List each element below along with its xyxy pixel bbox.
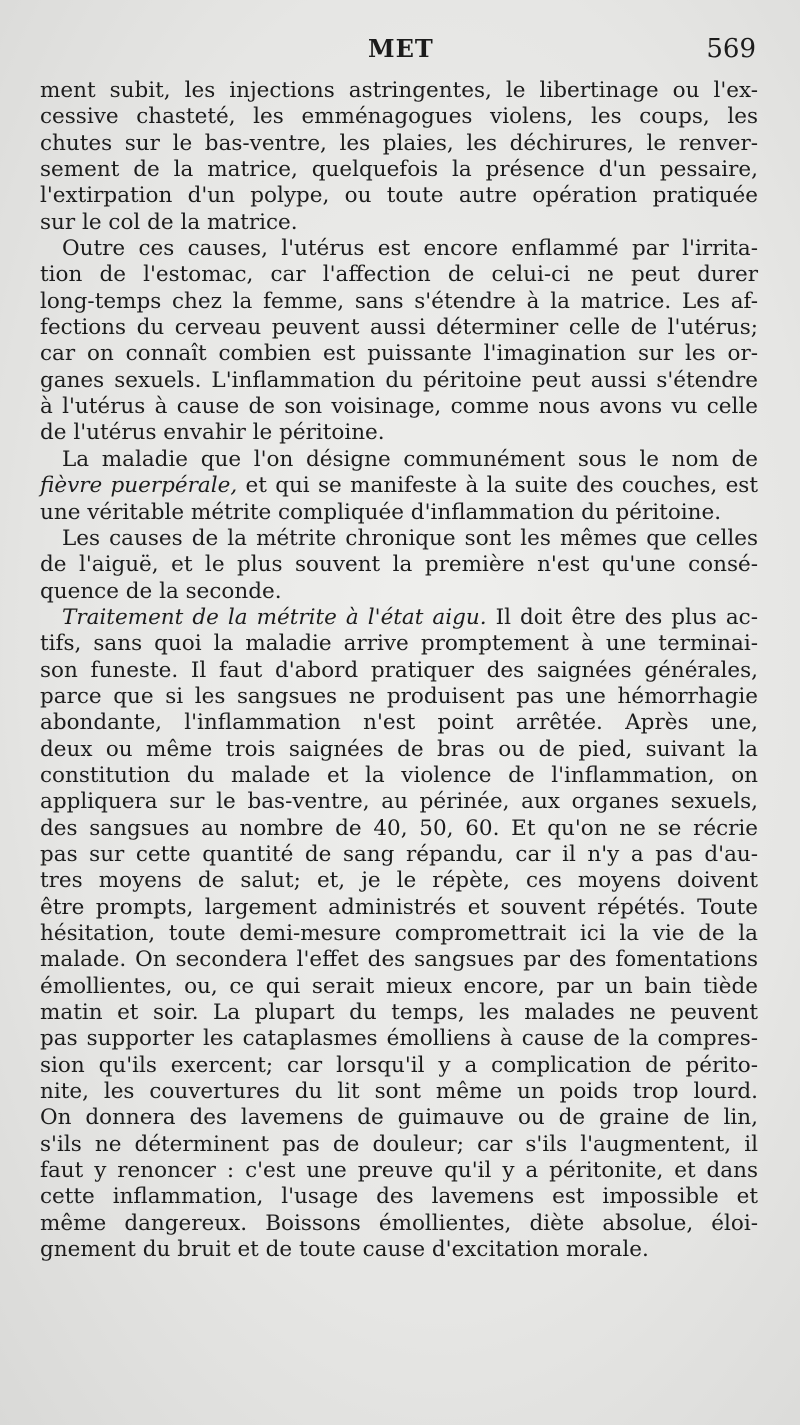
text-segment: Les causes de la métrite chronique sont les mêmes que celles — [62, 525, 758, 551]
text-line — [40, 1026, 758, 1052]
text-segment: On donnera des lavemens de guimauve ou de graine de lin, — [40, 1105, 758, 1131]
text-line — [40, 658, 758, 684]
text-line — [40, 104, 758, 130]
text-line — [40, 236, 758, 262]
text-segment: hésitation, toute demi-mesure compromettrait ici la vie de la — [40, 921, 758, 946]
text-segment: nite, les couvertures du lit sont même un poids trop lourd. — [40, 1079, 758, 1105]
text-segment: de l'utérus envahir le péritoine. — [40, 420, 385, 446]
text-segment: tion de l'estomac, car l'affection de celui-ci ne peut durer — [40, 262, 758, 288]
text-segment: chutes sur le bas-ventre, les plaies, les déchirures, le renver- — [40, 130, 758, 156]
text-line — [40, 1184, 758, 1210]
text-segment: malade. On secondera l'effet des sangsues par des fomentations — [40, 947, 758, 973]
text-line — [40, 420, 758, 446]
italic-phrase: fièvre puerpérale, — [40, 473, 238, 499]
text-line — [40, 447, 758, 473]
text-segment: fections du cerveau peuvent aussi déterminer celle de l'utérus; — [40, 315, 758, 341]
text-line — [40, 842, 758, 868]
text-line — [40, 157, 758, 183]
text-segment: même dangereux. Boissons émollientes, diète absolue, éloi- — [40, 1210, 758, 1236]
page-header — [0, 34, 800, 66]
text-segment: sur le col de la matrice. — [40, 209, 298, 235]
text-line — [40, 895, 758, 921]
text-line — [40, 1000, 758, 1026]
text-line — [40, 1053, 758, 1079]
paragraph — [40, 78, 758, 236]
text-line — [40, 789, 758, 815]
text-segment: Il doit être des plus ac- — [486, 604, 758, 630]
text-line — [40, 131, 758, 157]
text-segment: être prompts, largement administrés et souvent répétés. Toute — [40, 894, 758, 920]
text-segment: ganes sexuels. L'inflammation du péritoine peut aussi s'étendre — [40, 367, 758, 393]
text-line — [40, 1079, 758, 1105]
text-segment: à l'utérus à cause de son voisinage, comme nous avons vu celle — [40, 394, 758, 420]
text-line — [40, 262, 758, 288]
text-segment: quence de la seconde. — [40, 578, 282, 604]
text-segment: cette inflammation, l'usage des lavemens est impossible et — [40, 1184, 758, 1210]
text-segment: long-temps chez la femme, sans s'étendre à la matrice. Les af- — [40, 288, 758, 314]
text-line — [40, 341, 758, 367]
text-line — [40, 1237, 758, 1263]
text-line — [40, 473, 758, 499]
text-segment: sement de la matrice, quelquefois la présence d'un pessaire, — [40, 157, 758, 183]
text-line — [40, 921, 758, 947]
text-line — [40, 526, 758, 552]
text-line — [40, 974, 758, 1000]
text-segment: tifs, sans quoi la maladie arrive promptement à une terminai- — [40, 631, 758, 657]
paragraph — [40, 447, 758, 526]
text-line — [40, 289, 758, 315]
text-line — [40, 947, 758, 973]
text-segment: ment subit, les injections astringentes, le libertinage ou l'ex- — [40, 78, 758, 103]
text-line — [40, 183, 758, 209]
page-number: 569 — [706, 34, 756, 64]
text-line — [40, 1132, 758, 1158]
italic-phrase: Traitement de la métrite à l'état aigu. — [62, 604, 487, 630]
text-line — [40, 579, 758, 605]
text-line — [40, 710, 758, 736]
text-segment: Outre ces causes, l'utérus est encore enflammé par l'irrita- — [62, 236, 758, 262]
text-line — [40, 500, 758, 526]
text-line — [40, 1211, 758, 1237]
text-segment: son funeste. Il faut d'abord pratiquer des saignées générales, — [40, 657, 758, 683]
text-segment: cessive chasteté, les emménagogues violens, les coups, les — [40, 104, 758, 130]
text-segment: appliquera sur le bas-ventre, au périnée, aux organes sexuels, — [40, 789, 758, 815]
text-line — [40, 1158, 758, 1184]
text-segment: matin et soir. La plupart du temps, les malades ne peuvent — [40, 1000, 758, 1026]
text-line — [40, 605, 758, 631]
text-line — [40, 763, 758, 789]
text-segment: car on connaît combien est puissante l'imagination sur les or- — [40, 341, 758, 367]
text-segment: une véritable métrite compliquée d'inflammation du péritoine. — [40, 499, 722, 525]
text-segment: La maladie que l'on désigne communément sous le nom de — [62, 446, 758, 472]
text-segment: gnement du bruit et de toute cause d'excitation morale. — [40, 1237, 649, 1263]
text-line — [40, 210, 758, 236]
text-line — [40, 78, 758, 104]
text-line — [40, 368, 758, 394]
running-head: MET — [368, 34, 434, 63]
text-line — [40, 816, 758, 842]
text-line — [40, 552, 758, 578]
text-line — [40, 868, 758, 894]
paragraph — [40, 236, 758, 447]
text-line — [40, 315, 758, 341]
text-segment: faut y renoncer : c'est une preuve qu'il y a péritonite, et dans — [40, 1158, 758, 1184]
text-segment: et qui se manifeste à la suite des couches, est — [237, 473, 758, 499]
text-segment: tres moyens de salut; et, je le répète, ces moyens doivent — [40, 868, 758, 894]
text-line — [40, 394, 758, 420]
paragraph — [40, 526, 758, 605]
text-segment: émollientes, ou, ce qui serait mieux encore, par un bain tiède — [40, 973, 758, 999]
text-segment: constitution du malade et la violence de l'inflammation, on — [40, 762, 758, 788]
text-segment: pas sur cette quantité de sang répandu, car il n'y a pas d'au- — [40, 841, 758, 867]
text-segment: pas supporter les cataplasmes émolliens à cause de la compres- — [40, 1026, 758, 1052]
text-segment: de l'aiguë, et le plus souvent la première n'est qu'une consé- — [40, 552, 758, 578]
text-segment: s'ils ne déterminent pas de douleur; car s'ils l'augmentent, il — [40, 1131, 758, 1157]
text-line — [40, 737, 758, 763]
text-segment: abondante, l'inflammation n'est point arrêtée. Après une, — [40, 710, 758, 736]
text-segment: l'extirpation d'un polype, ou toute autre opération pratiquée — [40, 183, 758, 209]
body-text — [40, 78, 758, 1263]
paragraph — [40, 605, 758, 1264]
text-segment: parce que si les sangsues ne produisent pas une hémorrhagie — [40, 683, 758, 709]
text-line — [40, 631, 758, 657]
text-segment: des sangsues au nombre de 40, 50, 60. Et qu'on ne se récrie — [40, 815, 758, 841]
text-segment: deux ou même trois saignées de bras ou de pied, suivant la — [40, 736, 758, 762]
text-line — [40, 684, 758, 710]
text-segment: sion qu'ils exercent; car lorsqu'il y a complication de périto- — [40, 1052, 758, 1078]
text-line — [40, 1105, 758, 1131]
